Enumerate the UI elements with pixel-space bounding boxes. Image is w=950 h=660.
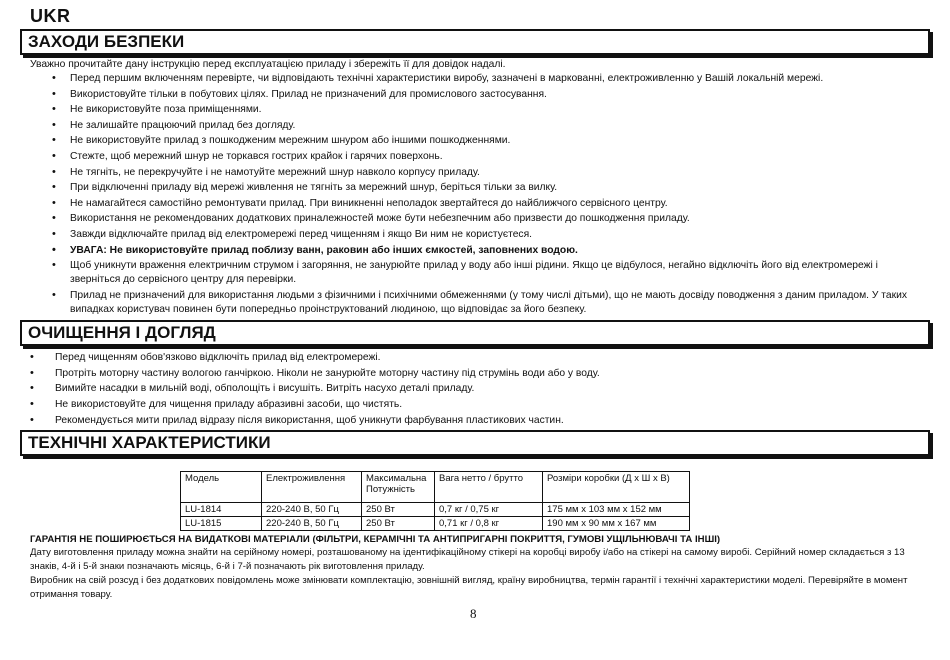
column-header: Розміри коробки (Д х Ш х В) (543, 472, 690, 503)
table-cell: LU-1814 (181, 503, 262, 517)
list-item: • Використання не рекомендованих додаткових приналежностей може бути небезпечним або призвести до пошкодження приладу. (20, 211, 930, 227)
table-cell: 220-240 В, 50 Гц (262, 503, 362, 517)
list-item: • Не намагайтеся самостійно ремонтувати прилад. При виникненні неполадок звертайтеся до найближчого сервісного центру. (20, 196, 930, 212)
list-item: • Не використовуйте прилад з пошкодженим мережним шнуром або іншими пошкодженнями. (20, 133, 930, 149)
manufacture-date-note: Дату виготовлення приладу можна знайти на серійному номері, розташованому на ідентифікаційному стікері на коробці виробу і/або на стікері на самому виробі. Серійний номер складається з 13 знаків, 4-й і 5-й знаки позначають місяць, 6-й і 7-й позначають рік виготовлення приладу. (30, 547, 905, 572)
list-item: • Не використовуйте для чищення приладу абразивні засоби, що чистять. (20, 397, 930, 413)
list-item: • Перед першим включенням перевірте, чи відповідають технічні характеристики виробу, зазначені в маркованні, електроживленню у Вашій локальній мережі. (20, 71, 930, 87)
warranty-notice: ГАРАНТІЯ НЕ ПОШИРЮЄТЬСЯ НА ВИДАТКОВІ МАТЕРІАЛИ (ФІЛЬТРИ, КЕРАМІЧНІ ТА АНТИПРИГАРНІ ПОКРИТТЯ, ГУМОВІ УЩІЛЬНЮВАЧІ ТА ІНШІ) (30, 534, 721, 546)
column-header: Електроживлення (262, 472, 362, 503)
safety-heading: ЗАХОДИ БЕЗПЕКИ (20, 29, 930, 55)
manufacturer-rights-note: Виробник на свій розсуд і без додаткових повідомлень може змінювати комплектацію, зовнішній вигляд, країну виробництва, термін гарантії і технічні характеристики моделі. Перевіряйте в момент отримання товару. (30, 575, 908, 600)
table-cell: 250 Вт (362, 503, 435, 517)
table-cell: 220-240 В, 50 Гц (262, 517, 362, 531)
list-item: • Не залишайте працюючий прилад без догляду. (20, 118, 930, 134)
language-code: UKR (30, 6, 71, 26)
cleaning-heading: ОЧИЩЕННЯ І ДОГЛЯД (20, 320, 930, 346)
list-item: • Не використовуйте поза приміщеннями. (20, 102, 930, 118)
list-item: • Щоб уникнути враження електричним струмом і загоряння, не занурюйте прилад у воду або інші рідини. Якщо це відбулося, негайно відключіть його від електромережі і зверніться до сервісного центру для перевірки. (20, 258, 930, 288)
table-cell: 250 Вт (362, 517, 435, 531)
cleaning-list (20, 350, 930, 428)
table-cell: 190 мм х 90 мм х 167 мм (543, 517, 690, 531)
list-item: • Протріть моторну частину вологою ганчіркою. Ніколи не занурюйте моторну частину під струмінь води або у воду. (20, 366, 930, 382)
specs-table (180, 471, 690, 531)
table-cell: LU-1815 (181, 517, 262, 531)
list-item: • Перед чищенням обов'язково відключіть прилад від електромережі. (20, 350, 930, 366)
table-cell: 0,7 кг / 0,75 кг (435, 503, 543, 517)
warning-item: • УВАГА: Не використовуйте прилад поблизу ванн, раковин або інших ємкостей, заповнених водою. (20, 243, 930, 259)
table-row (181, 517, 690, 531)
column-header: Максимальна Потужність (362, 472, 435, 503)
column-header: Вага нетто / брутто (435, 472, 543, 503)
safety-intro: Уважно прочитайте дану інструкцію перед експлуатацією приладу і збережіть її для довідок надалі. (30, 59, 506, 70)
list-item: • Вимийте насадки в мильній воді, обполощіть і висушіть. Витріть насухо деталі приладу. (20, 381, 930, 397)
list-item: • Використовуйте тільки в побутових цілях. Прилад не призначений для промислового застосування. (20, 87, 930, 103)
table-row (181, 503, 690, 517)
table-cell: 175 мм х 103 мм х 152 мм (543, 503, 690, 517)
list-item: • Прилад не призначений для використання людьми з фізичними і психічними обмеженнями (у тому числі дітьми), що не мають досвіду поводження з даним приладом. У таких випадках користувач повинен бути попередньо проінструктований людиною, що відповідає за його безпеку. (20, 288, 930, 318)
safety-list (20, 71, 930, 318)
list-item: • Стежте, щоб мережний шнур не торкався гострих крайок і гарячих поверхонь. (20, 149, 930, 165)
list-item: • Завжди відключайте прилад від електромережі перед чищенням і якщо Ви ним не користуєтеся. (20, 227, 930, 243)
column-header: Модель (181, 472, 262, 503)
manual-page (20, 0, 930, 601)
table-cell: 0,71 кг / 0,8 кг (435, 517, 543, 531)
table-header-row (181, 472, 690, 503)
page-number: 8 (470, 606, 477, 621)
list-item: • При відключенні приладу від мережі живлення не тягніть за мережний шнур, беріться тільки за вилку. (20, 180, 930, 196)
specs-heading: ТЕХНІЧНІ ХАРАКТЕРИСТИКИ (20, 430, 930, 456)
list-item: • Не тягніть, не перекручуйте і не намотуйте мережний шнур навколо корпусу приладу. (20, 165, 930, 181)
list-item: • Рекомендується мити прилад відразу після використання, щоб уникнути фарбування пластикових частин. (20, 413, 930, 429)
